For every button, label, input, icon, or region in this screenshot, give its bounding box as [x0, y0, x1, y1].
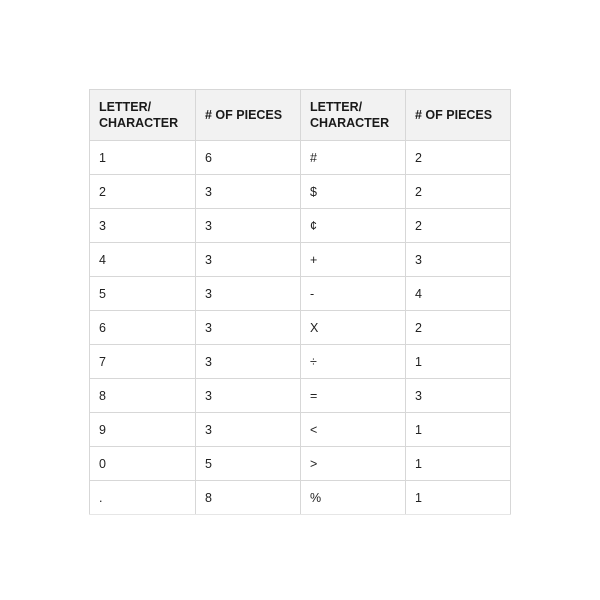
table-row — [90, 311, 511, 345]
cell-pieces: 3 — [196, 413, 301, 447]
cell-pieces: 2 — [406, 209, 511, 243]
table-row — [90, 141, 511, 175]
table-row — [90, 345, 511, 379]
cell-character: + — [301, 243, 406, 277]
cell-pieces: 2 — [406, 311, 511, 345]
cell-pieces: 5 — [196, 447, 301, 481]
cell-pieces: 2 — [406, 141, 511, 175]
table-row — [90, 481, 511, 515]
pieces-table — [89, 89, 511, 515]
cell-pieces: 4 — [406, 277, 511, 311]
header-pieces-1: # OF PIECES — [196, 90, 301, 141]
cell-pieces: 3 — [196, 345, 301, 379]
table-header — [90, 90, 511, 141]
table-row — [90, 413, 511, 447]
table-row — [90, 243, 511, 277]
cell-character: 9 — [90, 413, 196, 447]
cell-pieces: 1 — [406, 447, 511, 481]
cell-pieces: 6 — [196, 141, 301, 175]
cell-pieces: 3 — [196, 175, 301, 209]
cell-pieces: 3 — [196, 379, 301, 413]
cell-character: = — [301, 379, 406, 413]
cell-pieces: 3 — [196, 209, 301, 243]
cell-pieces: 3 — [406, 379, 511, 413]
cell-character: 8 — [90, 379, 196, 413]
table-row — [90, 175, 511, 209]
table-row — [90, 277, 511, 311]
table-row — [90, 209, 511, 243]
header-letter-character-1: LETTER/ CHARACTER — [90, 90, 196, 141]
table-row — [90, 379, 511, 413]
cell-character: 6 — [90, 311, 196, 345]
cell-character: 5 — [90, 277, 196, 311]
header-pieces-2: # OF PIECES — [406, 90, 511, 141]
cell-pieces: 2 — [406, 175, 511, 209]
cell-character: ÷ — [301, 345, 406, 379]
header-letter-character-2: LETTER/ CHARACTER — [301, 90, 406, 141]
cell-pieces: 1 — [406, 345, 511, 379]
cell-character: 3 — [90, 209, 196, 243]
cell-character: < — [301, 413, 406, 447]
cell-character: 7 — [90, 345, 196, 379]
cell-character: 1 — [90, 141, 196, 175]
cell-pieces: 1 — [406, 481, 511, 515]
cell-character: $ — [301, 175, 406, 209]
cell-pieces: 3 — [196, 311, 301, 345]
cell-pieces: 3 — [196, 277, 301, 311]
cell-character: ¢ — [301, 209, 406, 243]
table-row — [90, 447, 511, 481]
cell-character: X — [301, 311, 406, 345]
cell-character: - — [301, 277, 406, 311]
cell-pieces: 3 — [406, 243, 511, 277]
cell-character: 0 — [90, 447, 196, 481]
cell-character: 4 — [90, 243, 196, 277]
cell-pieces: 3 — [196, 243, 301, 277]
header-row — [90, 90, 511, 141]
cell-character: 2 — [90, 175, 196, 209]
cell-pieces: 1 — [406, 413, 511, 447]
pieces-table-container — [89, 89, 510, 515]
cell-character: # — [301, 141, 406, 175]
cell-character: > — [301, 447, 406, 481]
table-body — [90, 141, 511, 515]
cell-character: . — [90, 481, 196, 515]
cell-pieces: 8 — [196, 481, 301, 515]
cell-character: % — [301, 481, 406, 515]
